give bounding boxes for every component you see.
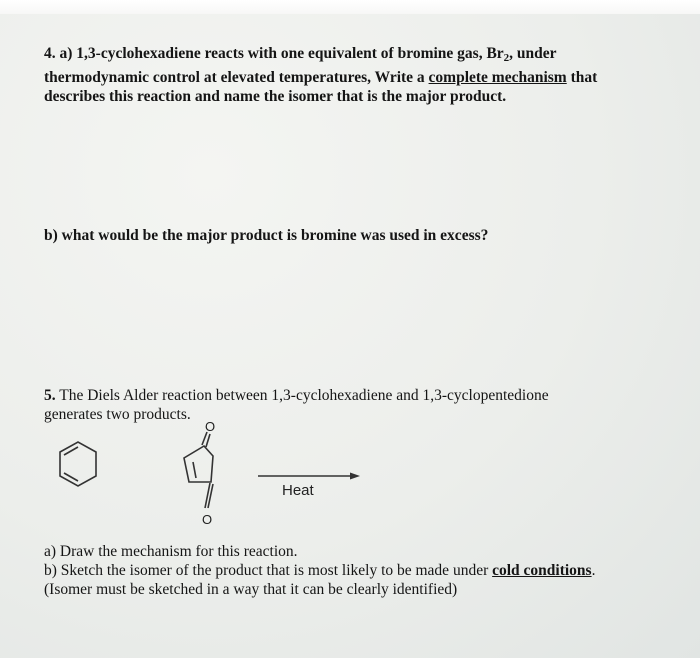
cyclopentenedione-structure	[184, 432, 213, 508]
question-5b-post: .	[591, 562, 596, 579]
oxygen-label-bottom: O	[202, 512, 213, 527]
cyclopentenedione-ring	[184, 446, 213, 482]
cyclopentene-double-bond	[193, 462, 196, 478]
cyclohexadiene-ring	[60, 442, 96, 486]
question-4a-label: a)	[59, 45, 73, 62]
question-4-number: 4.	[44, 45, 56, 62]
question-4a	[44, 44, 664, 106]
question-4a-line-1	[44, 44, 664, 68]
heat-condition-label: Heat	[282, 482, 314, 499]
question-4b	[44, 226, 488, 245]
question-5-parts	[44, 542, 684, 599]
bromine-subscript: 2	[503, 52, 510, 64]
top-margin	[0, 0, 700, 14]
question-5-number: 5.	[44, 387, 56, 404]
question-5-line-1	[44, 386, 654, 405]
question-4a-line-2-pre: thermodynamic control at elevated temperatures, Write a	[44, 69, 425, 86]
complete-mechanism-emphasis: complete mechanism	[428, 69, 567, 86]
reaction-arrowhead	[350, 473, 360, 480]
question-4a-line-2	[44, 68, 664, 87]
question-4a-line-1-end: , under	[509, 45, 557, 62]
question-4b-label: b)	[44, 227, 58, 244]
cyclohexadiene-structure	[60, 442, 96, 486]
question-5-intro-line-2: generates two products.	[44, 406, 191, 423]
question-4b-text: what would be the major product is bromine was used in excess?	[61, 227, 489, 244]
question-5b	[44, 561, 684, 580]
question-4a-line-1-text: 1,3-cyclohexadiene reacts with one equivalent of bromine gas, Br	[76, 45, 504, 62]
carbonyl-bond-top-2	[206, 434, 210, 447]
oxygen-label-top: O	[205, 419, 216, 434]
cold-conditions-emphasis: cold conditions	[492, 562, 592, 579]
question-5-intro-line-1: The Diels Alder reaction between 1,3-cyclohexadiene and 1,3-cyclopentedione	[59, 387, 549, 404]
question-4a-line-2-post: that	[570, 69, 598, 86]
question-4a-line-3: describes this reaction and name the isomer that is the major product.	[44, 88, 507, 105]
question-5b-pre: b) Sketch the isomer of the product that is most likely to be made under	[44, 562, 489, 579]
reaction-scheme	[44, 416, 384, 536]
question-5a: a) Draw the mechanism for this reaction.	[44, 543, 298, 560]
question-5b-note: (Isomer must be sketched in a way that it can be clearly identified)	[44, 581, 458, 598]
